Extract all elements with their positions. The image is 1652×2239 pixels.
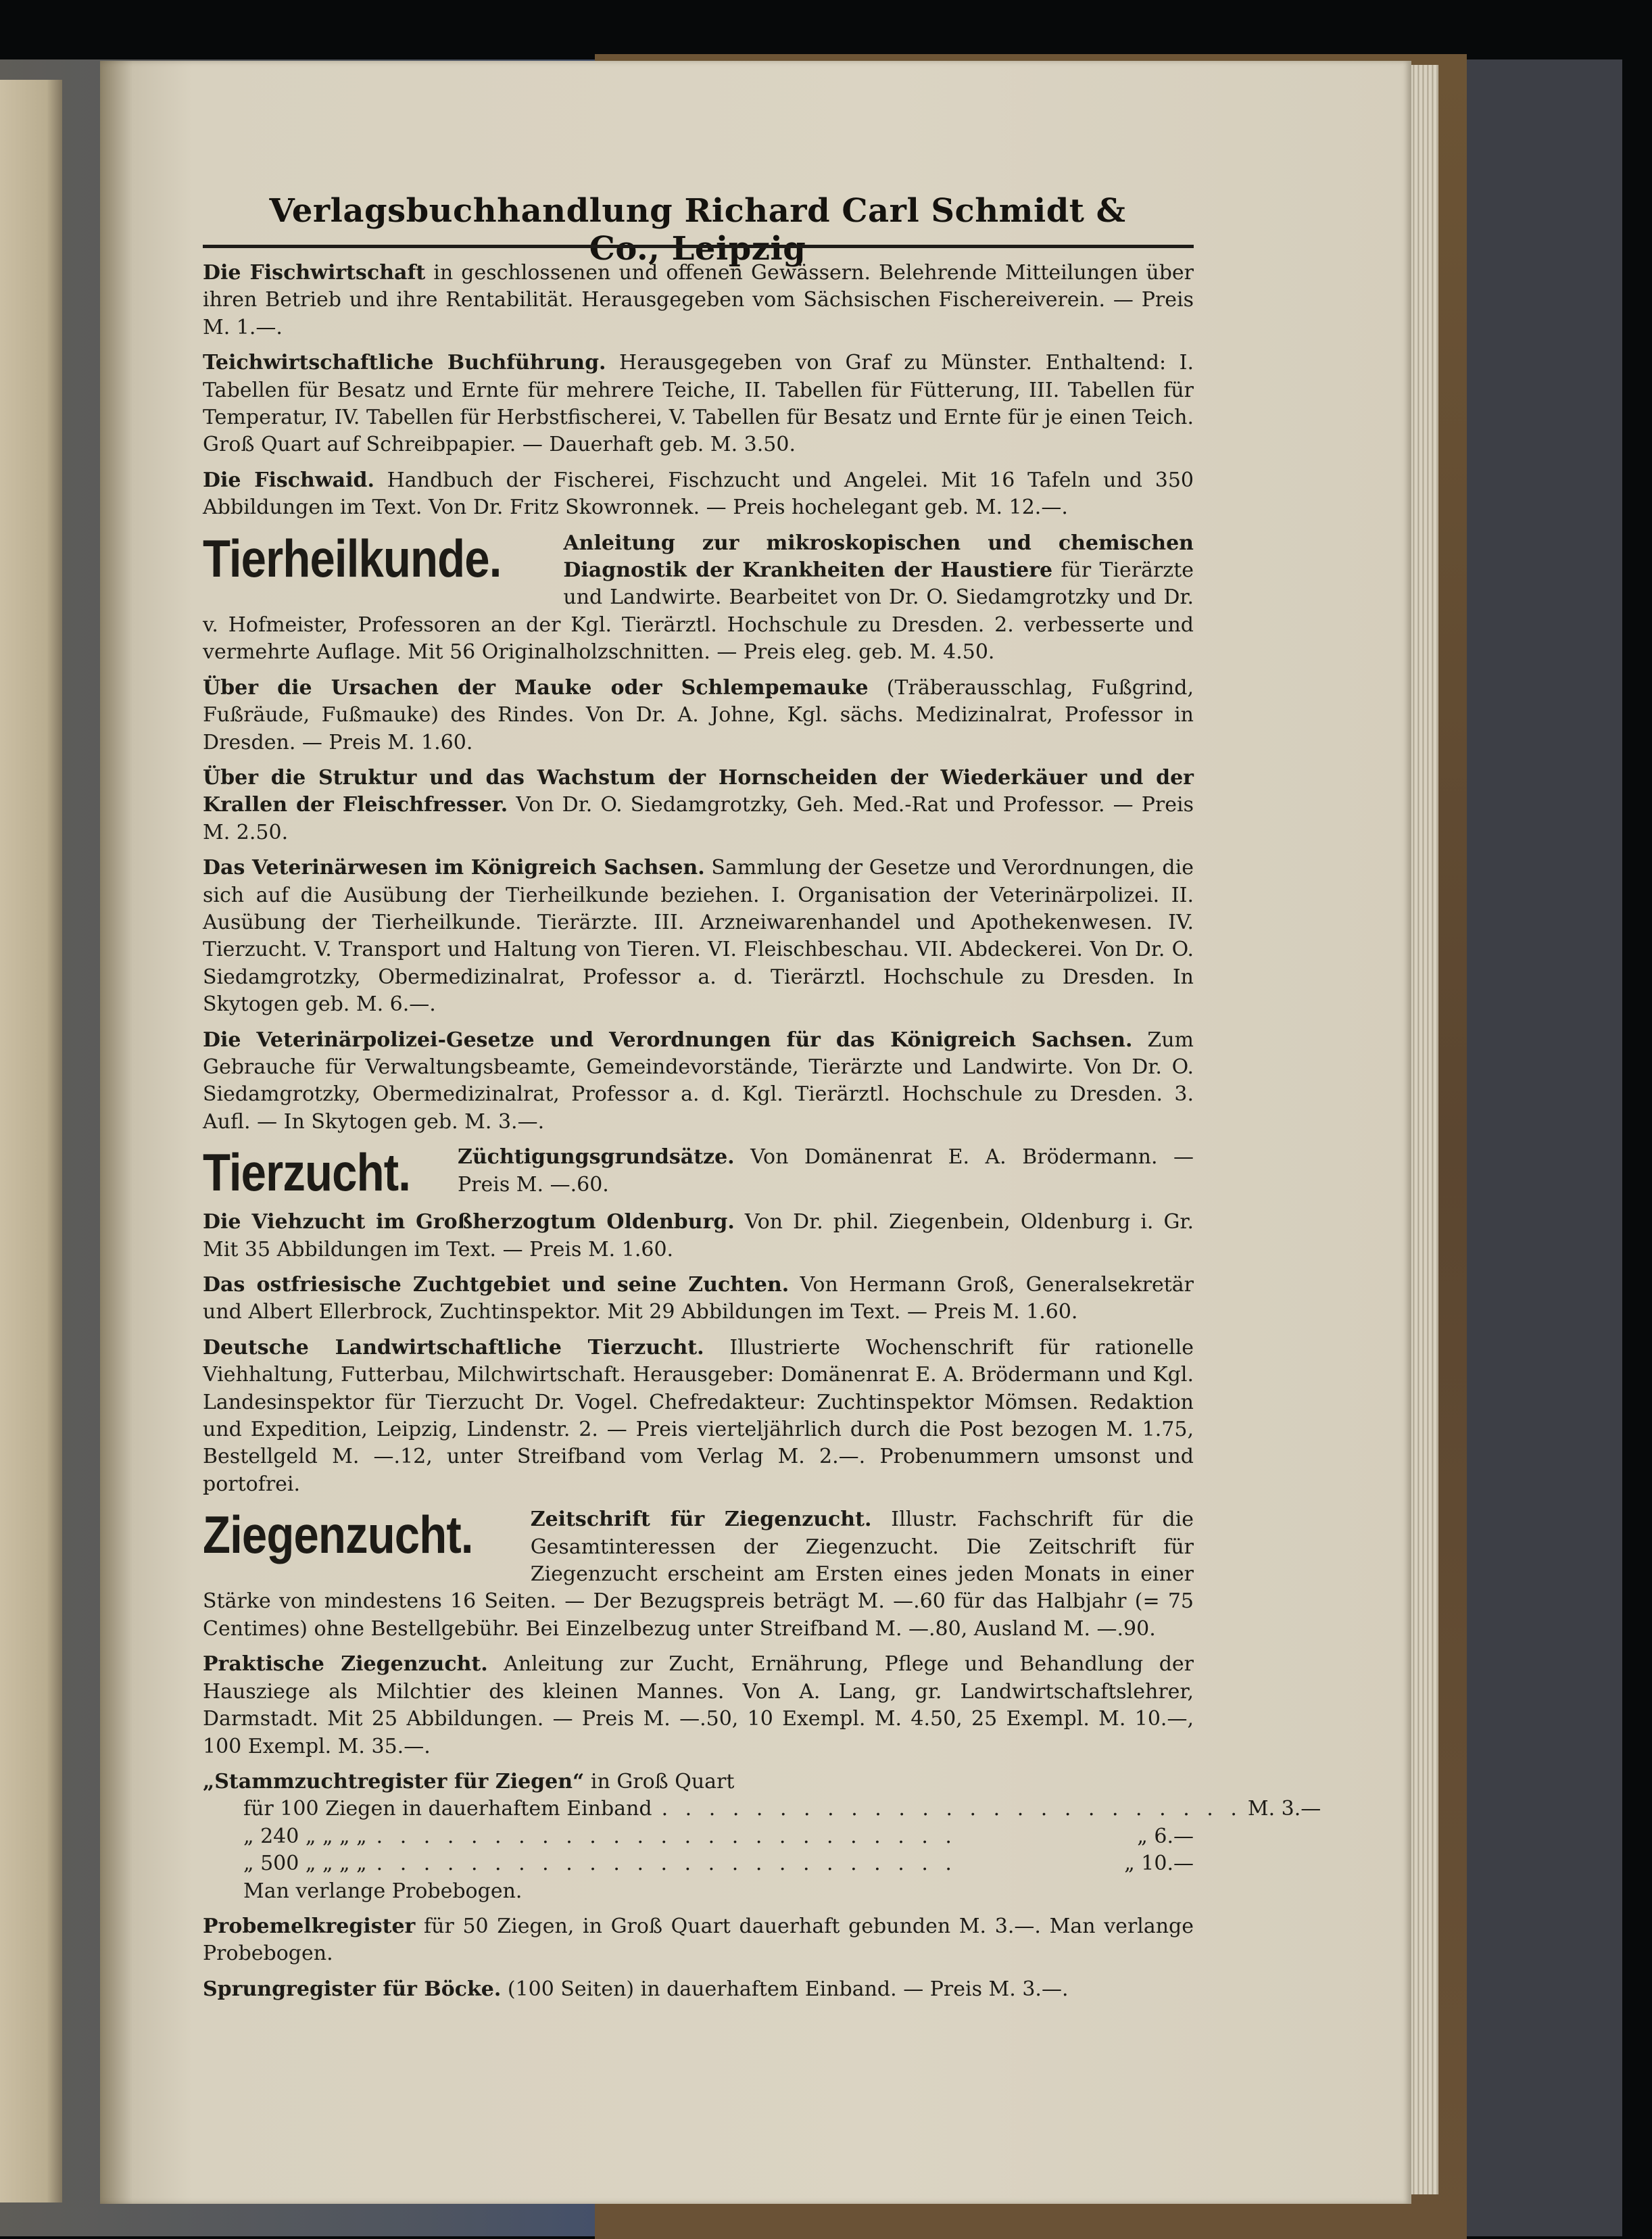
entry-text: Anleitung zur Zucht, Ernährung, Pflege und Behandlung der Hausziege als Milchtier des kleinen Mannes. Von A. Lang, gr. Landwirtschaftslehrer, Darmstadt. Mit 25 Abbildungen. — Preis M. —.50, 10 Exempl. M. 4.50, 25 Exempl. M. 10.—, 100 Exempl. M. 35.—. <box>203 1652 1194 1758</box>
entry-text: (100 Seiten) in dauerhaftem Einband. — Preis M. 3.—. <box>501 1977 1069 2001</box>
price-row-label: für 100 Ziegen in dauerhaftem Einband <box>243 1797 652 1821</box>
entry-text: für Tierärzte und Landwirte. Bearbeitet von Dr. O. Siedamgrotzky und Dr. v. Hofmeister, Professoren an der Kgl. Tierärztl. Hochschule zu Dresden. 2. verbesserte und vermehrte Auflage. Mit 56 Originalholzschnitten. — Preis eleg. geb. M. 4.50. <box>203 558 1194 665</box>
section-heading-ziegenzucht: Ziegenzucht. <box>203 1505 473 1565</box>
entry-text: Herausgegeben von Graf zu Münster. Enthaltend: I. Tabellen für Besatz und Ernte für mehrere Teiche, II. Tabellen für Fütterung, III. Tabellen für Temperatur, IV. Tabellen für Herbstfischerei, V. Tabellen für Besatz und Ernte für je einen Teich. Groß Quart auf Schreibpapier. — Dauerhaft geb. M. 3.50. <box>203 351 1194 457</box>
price-row <box>203 1823 1194 1850</box>
entry-title: Deutsche Landwirtschaftliche Tierzucht. <box>203 1335 704 1359</box>
stammzucht-entry <box>203 1768 1321 1905</box>
section-heading-tierzucht: Tierzucht. <box>203 1142 410 1203</box>
entry-title: Die Veterinärpolizei-Gesetze und Verordnungen für das Königreich Sachsen. <box>203 1028 1133 1052</box>
entry-text: in Groß Quart <box>584 1769 735 1793</box>
entry-text: für 50 Ziegen, in Groß Quart dauerhaft gebunden M. 3.—. Man verlange Probebogen. <box>203 1914 1194 1966</box>
catalog-content <box>203 260 1321 2011</box>
leader-dots: . . . . . . . . . . . . . . . . . . . . . . . . . <box>376 1824 957 1848</box>
entry-note: Man verlange Probebogen. <box>243 1879 523 1903</box>
entry-title: Über die Ursachen der Mauke oder Schlempemauke <box>203 675 869 700</box>
entry-title: Über die Struktur und das Wachstum der Hornscheiden der Wiederkäuer und der Krallen der Fleischfresser. <box>203 765 1194 817</box>
entry-text: in geschlossenen und offenen Gewässern. Belehrende Mitteilungen über ihren Betrieb und ihre Rentabilität. Herausgegeben vom Sächsischen Fischereiverein. — Preis M. 1.—. <box>203 261 1194 339</box>
entry-text: Von Hermann Groß, Generalsekretär und Albert Ellerbrock, Zuchtinspektor. Mit 29 Abbildungen im Text. — Preis M. 1.60. <box>203 1273 1194 1324</box>
entry-title: Die Viehzucht im Großherzogtum Oldenburg. <box>203 1210 735 1234</box>
catalog-entry <box>203 530 1194 667</box>
price-row-price: M. 3.— <box>1247 1797 1321 1821</box>
price-row-price: „ 6.— <box>1137 1824 1194 1848</box>
catalog-entry <box>203 1976 1194 2003</box>
price-row <box>203 1796 1321 1823</box>
catalog-entry <box>203 1334 1194 1498</box>
entry-title: „Stammzuchtregister für Ziegen“ <box>203 1769 585 1793</box>
running-head: Verlagsbuchhandlung Richard Carl Schmidt & Co., Leipzig <box>269 192 1126 268</box>
entry-text: Illustrierte Wochenschrift für rationelle Viehhaltung, Futterbau, Milchwirtschaft. Herausgeber: Domänenrat E. A. Brödermann und Kgl. Landesinspektor für Tierzucht Dr. Vogel. Chefredakteur: Zuchtinspektor Mömsen. Redaktion und Expedition, Leipzig, Lindenstr. 2. — Preis vierteljährlich durch die Post bezogen M. 1.75, Bestellgeld M. —.12, unter Streifband vom Verlag M. 2.—. Probenummern umsonst und portofrei. <box>203 1335 1194 1496</box>
catalog-entry <box>203 350 1194 459</box>
catalog-entry <box>203 1209 1194 1263</box>
entry-title: Probemelkregister <box>203 1914 416 1938</box>
catalog-entry <box>203 260 1194 341</box>
catalog-entry <box>203 467 1194 522</box>
entry-title: Das ostfriesische Zuchtgebiet und seine Zuchten. <box>203 1273 789 1297</box>
entry-title: Praktische Ziegenzucht. <box>203 1652 488 1677</box>
catalog-entry <box>203 854 1194 1018</box>
left-page-edge <box>0 80 62 2202</box>
entry-text: Von Domänenrat E. A. Brödermann. — Preis M. —.60. <box>457 1145 1194 1197</box>
entry-title: Anleitung zur mikroskopischen und chemischen Diagnostik der Krankheiten der Haustiere <box>563 531 1194 583</box>
price-row-label: „ 500 „ „ „ „ <box>243 1852 367 1876</box>
catalog-entry <box>203 765 1194 846</box>
entry-title: Züchtigungsgrundsätze. <box>457 1145 735 1170</box>
entry-text: Sammlung der Gesetze und Verordnungen, die sich auf die Ausübung der Tierheilkunde beziehen. I. Organisation der Veterinärpolizei. II. Ausübung der Tierheilkunde. Tierärzte. III. Arzneiwarenhandel und Apothekenwesen. IV. Tierzucht. V. Transport und Haltung von Tieren. VI. Fleischbeschau. VII. Abdeckerei. Von Dr. O. Siedamgrotzky, Obermedizinalrat, Professor a. d. Tierärztl. Hochschule zu Dresden. In Skytogen geb. M. 6.—. <box>203 856 1194 1017</box>
entry-text: Handbuch der Fischerei, Fischzucht und Angelei. Mit 16 Tafeln und 350 Abbildungen im Text. Von Dr. Fritz Skowronnek. — Preis hochelegant geb. M. 12.—. <box>203 468 1194 520</box>
catalog-entry <box>203 1506 1194 1643</box>
price-row-label: „ 240 „ „ „ „ <box>243 1824 367 1848</box>
section-heading-tierheilkunde: Tierheilkunde. <box>203 528 502 588</box>
entry-text: Von Dr. phil. Ziegenbein, Oldenburg i. Gr. Mit 35 Abbildungen im Text. — Preis M. 1.60. <box>203 1210 1194 1261</box>
catalog-entry <box>203 1913 1194 1968</box>
entry-title: Die Fischwirtschaft <box>203 261 426 285</box>
catalog-entry <box>203 1272 1194 1326</box>
catalog-entry <box>203 1027 1194 1136</box>
entry-text: Zum Gebrauche für Verwaltungsbeamte, Gemeindevorstände, Tierärzte und Landwirte. Von Dr. O. Siedamgrotzky, Obermedizinalrat, Professor a. d. Kgl. Tierärztl. Hochschule zu Dresden. 3. Aufl. — In Skytogen geb. M. 3.—. <box>203 1028 1194 1134</box>
entry-title: Sprungregister für Böcke. <box>203 1977 502 2001</box>
leader-dots: . . . . . . . . . . . . . . . . . . . . . . . . . <box>661 1797 1242 1821</box>
leader-dots: . . . . . . . . . . . . . . . . . . . . . . . . . <box>376 1852 957 1876</box>
catalog-entry <box>203 1651 1194 1760</box>
price-row-price: „ 10.— <box>1124 1852 1194 1876</box>
price-row <box>203 1850 1194 1877</box>
catalog-entry <box>203 1144 1194 1201</box>
entry-text: Von Dr. O. Siedamgrotzky, Geh. Med.-Rat und Professor. — Preis M. 2.50. <box>203 793 1194 844</box>
entry-text: Illustr. Fachschrift für die Gesamtinteressen der Ziegenzucht. Die Zeitschrift für Ziegenzucht erscheint am Ersten eines jeden Monats in einer Stärke von mindestens 16 Seiten. — Der Bezugspreis beträgt M. —.60 für das Halbjahr (= 75 Centimes) ohne Bestellgebühr. Bei Einzelbezug unter Streifband M. —.80, Ausland M. —.90. <box>203 1508 1194 1641</box>
header-rule <box>203 245 1194 248</box>
entry-title: Das Veterinärwesen im Königreich Sachsen. <box>203 856 705 880</box>
entry-title: Teichwirtschaftliche Buchführung. <box>203 351 606 375</box>
catalog-entry <box>203 675 1194 756</box>
entry-title: Zeitschrift für Ziegenzucht. <box>530 1508 872 1532</box>
entry-text: (Träberausschlag, Fußgrind, Fußräude, Fußmauke) des Rindes. Von Dr. A. Johne, Kgl. sächs. Medizinalrat, Professor in Dresden. — Preis M. 1.60. <box>203 675 1194 754</box>
entry-title: Die Fischwaid. <box>203 468 374 492</box>
